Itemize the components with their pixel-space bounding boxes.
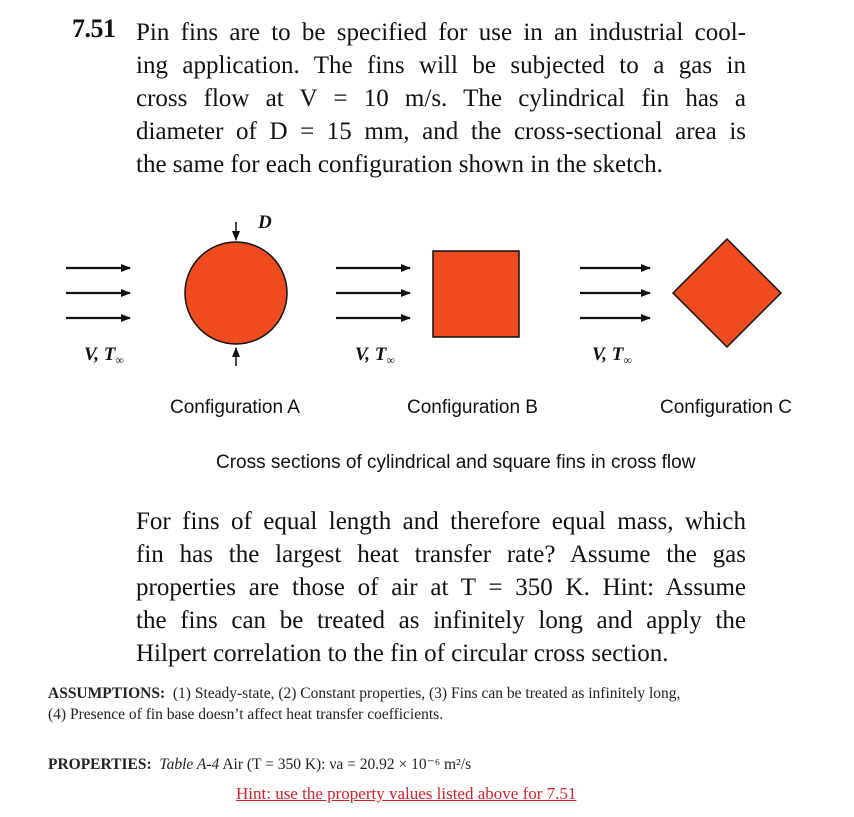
- flow-arrows-a: [66, 268, 130, 318]
- question-line: Hilpert correlation to the fin of circular cross section.: [136, 640, 669, 667]
- problem-number: 7.51: [72, 14, 116, 43]
- flow-label-b: [355, 344, 395, 367]
- configuration-b-label: Configuration B: [407, 397, 538, 418]
- svg-text:V, T∞: V, $T_\infty$: [355, 344, 395, 367]
- diameter-label: D: [258, 212, 272, 233]
- square-fin: [433, 251, 519, 337]
- statement-line: diameter of D = 15 mm, and the cross-sectional area is: [136, 118, 746, 145]
- statement-line: ing application. The fins will be subjected to a gas in: [136, 52, 746, 79]
- flow-label-c: [592, 344, 632, 367]
- diamond-fin: [673, 239, 781, 347]
- assumptions-label: ASSUMPTIONS:: [48, 685, 166, 702]
- configuration-c-label: Configuration C: [660, 397, 793, 418]
- statement-line: cross flow at V = 10 m/s. The cylindrical fin has a: [136, 85, 746, 112]
- svg-text:V, T∞: V, $T_\infty$: [592, 344, 632, 367]
- assumptions-text: (1) Steady-state, (2) Constant properties, (3) Fins can be treated as infinitely long,: [172, 685, 681, 702]
- problem-statement: [136, 16, 746, 181]
- assumptions-text: (4) Presence of fin base doesn’t affect heat transfer coefficients.: [48, 706, 444, 723]
- properties-block: [48, 755, 471, 774]
- svg-text:V, T∞: V, $T_\infty$: [84, 344, 124, 367]
- statement-line: Pin fins are to be specified for use in an industrial cool-: [136, 19, 746, 46]
- assumptions-block: [48, 683, 848, 725]
- fin-configurations-figure: [0, 200, 854, 390]
- flow-arrows-b: [336, 268, 410, 318]
- properties-text: Air (T = 350 K): νa = 20.92 × 10⁻⁶ m²/s: [222, 756, 472, 773]
- properties-table: Table A-4: [159, 756, 220, 773]
- question-line: the fins can be treated as infinitely long and apply the: [136, 607, 746, 634]
- problem-question: [136, 505, 746, 670]
- question-line: fin has the largest heat transfer rate? Assume the gas: [136, 541, 746, 568]
- hint-link[interactable]: Hint: use the property values listed above for 7.51: [236, 784, 577, 803]
- figure-caption: Cross sections of cylindrical and square fins in cross flow: [216, 452, 696, 473]
- flow-arrows-c: [580, 268, 650, 318]
- flow-label-a: [84, 344, 124, 367]
- question-line: For fins of equal length and therefore equal mass, which: [136, 508, 746, 535]
- configuration-a-label: Configuration A: [170, 397, 300, 418]
- properties-label: PROPERTIES:: [48, 756, 152, 773]
- circular-fin: [185, 242, 287, 344]
- statement-line: the same for each configuration shown in the sketch.: [136, 151, 663, 178]
- question-line: properties are those of air at T = 350 K. Hint: Assume: [136, 574, 746, 601]
